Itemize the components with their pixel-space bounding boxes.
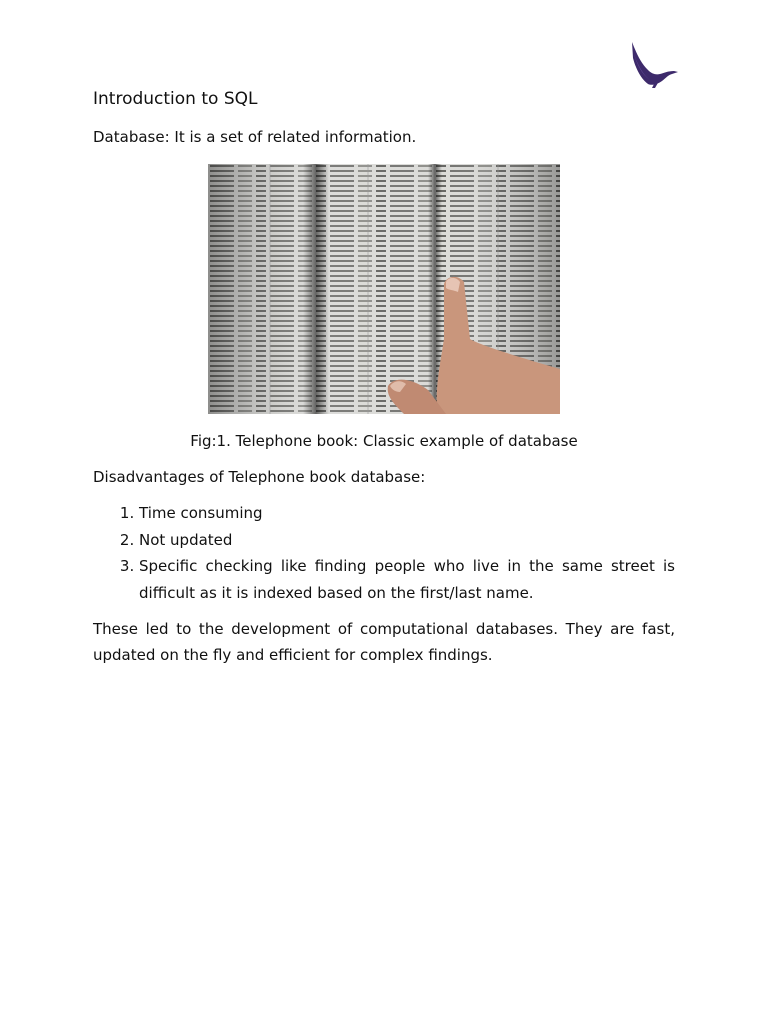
disadvantages-list [93,500,675,606]
list-item: 2. Not updated [139,527,675,554]
list-item: 3. Specific checking like finding people who live in the same street is difficult as it is indexed based on the first/last name. [139,553,675,606]
telephone-book-photo-icon [208,164,560,414]
closing-paragraph: These led to the development of computational databases. They are fast, updated on the fly and efficient for complex findings. [93,620,675,664]
page-title: Introduction to SQL [93,89,258,109]
document-body [93,86,675,668]
figure-caption: Fig:1. Telephone book: Classic example of database [190,432,578,450]
database-definition: Database: It is a set of related information. [93,128,417,146]
list-item: 1. Time consuming [139,500,675,527]
disadvantages-heading: Disadvantages of Telephone book database: [93,468,426,486]
heron-logo-icon [626,40,680,90]
